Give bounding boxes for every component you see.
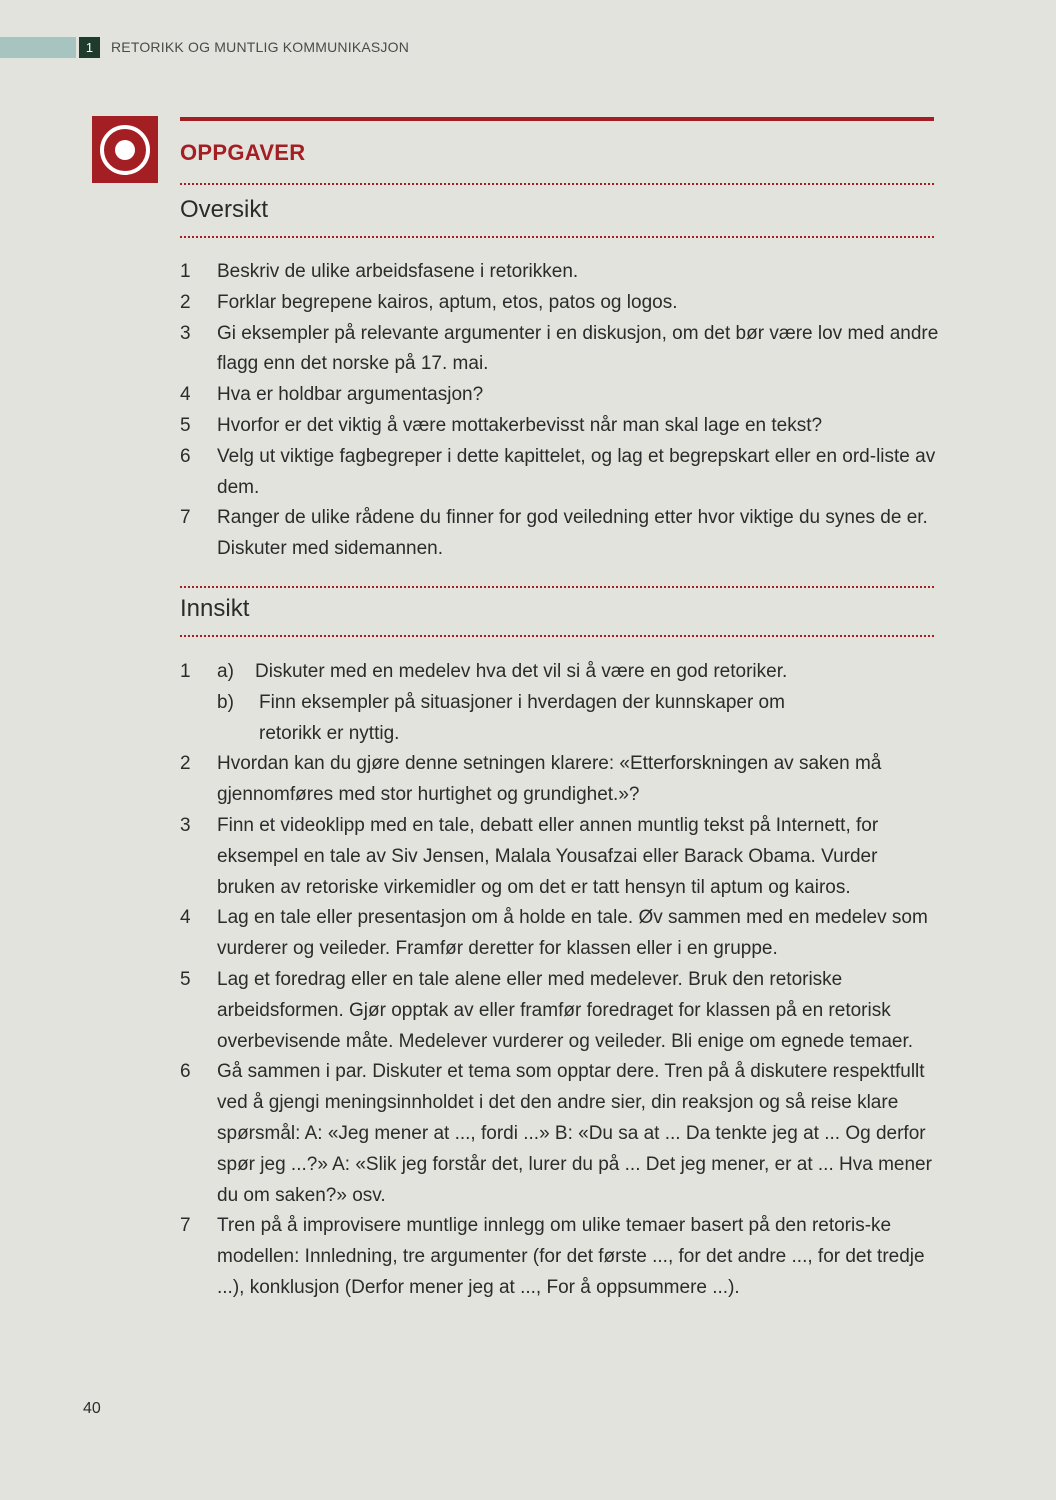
item-text: Finn et videoklipp med en tale, debatt eller annen muntlig tekst på Internett, for eksempel en tale av Siv Jensen, Malala Yousafzai eller Barack Obama. Vurder bruken av retoriske virkemidler og om det er tatt hensyn til aptum og kairos. [217, 814, 879, 898]
list-item [180, 657, 940, 749]
list-item [180, 442, 940, 504]
item-text: Hvorfor er det viktig å være mottakerbevisst når man skal lage en tekst? [217, 414, 823, 436]
item-text: Hvordan kan du gjøre denne setningen klarere: «Etterforskningen av saken må gjennomføres med stor hurtighet og grundighet.»? [217, 753, 882, 806]
sub-item-b [217, 688, 839, 750]
list-item [180, 380, 940, 411]
item-text: Gå sammen i par. Diskuter et tema som opptar dere. Tren på å diskutere respektfullt ved å gjengi meningsinnholdet i det den andre sier, din reaksjon og så reise klare spørsmål: A: «Jeg mener at ..., fordi ...» B: «Du sa at ... Da tenkte jeg at ... Og derfor spør jeg ...?» A: «Slik jeg forstår det, lurer du på ... Det jeg mener, er at ... Hva mener du om saken?» osv. [217, 1061, 932, 1206]
item-number: 7 [180, 507, 191, 529]
item-text: Gi eksempler på relevante argumenter i en diskusjon, om det bør være lov med andre flagg enn det norske på 17. mai. [217, 322, 939, 375]
innsikt-heading: Innsikt [180, 595, 250, 622]
item-number: 5 [180, 414, 191, 436]
item-number: 3 [180, 814, 191, 836]
dotted-divider [180, 183, 934, 185]
dotted-divider [180, 236, 934, 238]
item-text: Lag et foredrag eller en tale alene eller med medelever. Bruk den retoriske arbeidsformen. Gjør opptak av eller framfør foredraget for klassen på en retorisk overbevisende måte. Medelever vurderer og veileder. Bli enige om egnede temaer. [217, 968, 914, 1052]
list-item [180, 1211, 940, 1303]
list-item [180, 288, 940, 319]
list-item [180, 749, 940, 811]
item-number: 1 [180, 261, 191, 282]
list-item [180, 903, 940, 965]
item-number: 5 [180, 968, 191, 990]
oversikt-heading: Oversikt [180, 196, 269, 223]
chapter-number-badge: 1 [79, 37, 100, 58]
dotted-divider [180, 635, 934, 637]
section-title: OPPGAVER [180, 140, 306, 165]
target-icon [92, 116, 158, 183]
list-item [180, 1057, 940, 1211]
item-number: 2 [180, 753, 191, 775]
page-number: 40 [83, 1400, 101, 1417]
innsikt-list [180, 657, 940, 1304]
sub-item-letter: b) [217, 691, 234, 713]
header-color-band [0, 37, 76, 58]
item-number: 7 [180, 1215, 191, 1237]
item-text: Ranger de ulike rådene du finner for god veiledning etter hvor viktige du synes de er. Diskuter med sidemannen. [217, 507, 928, 560]
list-item [180, 811, 940, 903]
list-item [180, 965, 917, 1057]
item-number: 6 [180, 1061, 191, 1083]
item-text: Beskriv de ulike arbeidsfasene i retorikken. [217, 261, 579, 282]
item-text: Hva er holdbar argumentasjon? [217, 384, 484, 406]
item-text: Velg ut viktige fagbegreper i dette kapittelet, og lag et begrepskart eller en ord-liste av dem. [217, 445, 936, 498]
list-item [180, 257, 940, 288]
item-text: Tren på å improvisere muntlige innlegg om ulike temaer basert på den retoris-ke modellen: Innledning, tre argumenter (for det første ..., for det andre ..., for det tredje ...), konklusjon (Derfor mener jeg at ..., For å oppsummere ...). [217, 1215, 925, 1298]
sub-item-text: Finn eksempler på situasjoner i hverdagen der kunnskaper om retorikk er nyttig. [259, 691, 785, 744]
item-number: 2 [180, 291, 191, 313]
item-number: 4 [180, 384, 191, 406]
sub-item-text: Diskuter med en medelev hva det vil si å være en god retoriker. [255, 661, 788, 682]
item-text: Forklar begrepene kairos, aptum, etos, patos og logos. [217, 291, 678, 313]
item-number: 4 [180, 907, 191, 929]
list-item [180, 411, 940, 442]
item-number: 1 [180, 661, 191, 682]
list-item [180, 319, 940, 381]
sub-item-a [217, 657, 940, 688]
item-number: 6 [180, 445, 191, 467]
item-text: Lag en tale eller presentasjon om å holde en tale. Øv sammen med en medelev som vurderer og veileder. Framfør deretter for klassen eller i en gruppe. [217, 907, 928, 960]
oversikt-list [180, 257, 940, 565]
running-header-title: RETORIKK OG MUNTLIG KOMMUNIKASJON [111, 39, 410, 55]
section-top-rule [180, 117, 934, 121]
sub-item-letter: a) [217, 661, 234, 682]
item-number: 3 [180, 322, 191, 344]
dotted-divider [180, 586, 934, 588]
list-item [180, 503, 940, 565]
